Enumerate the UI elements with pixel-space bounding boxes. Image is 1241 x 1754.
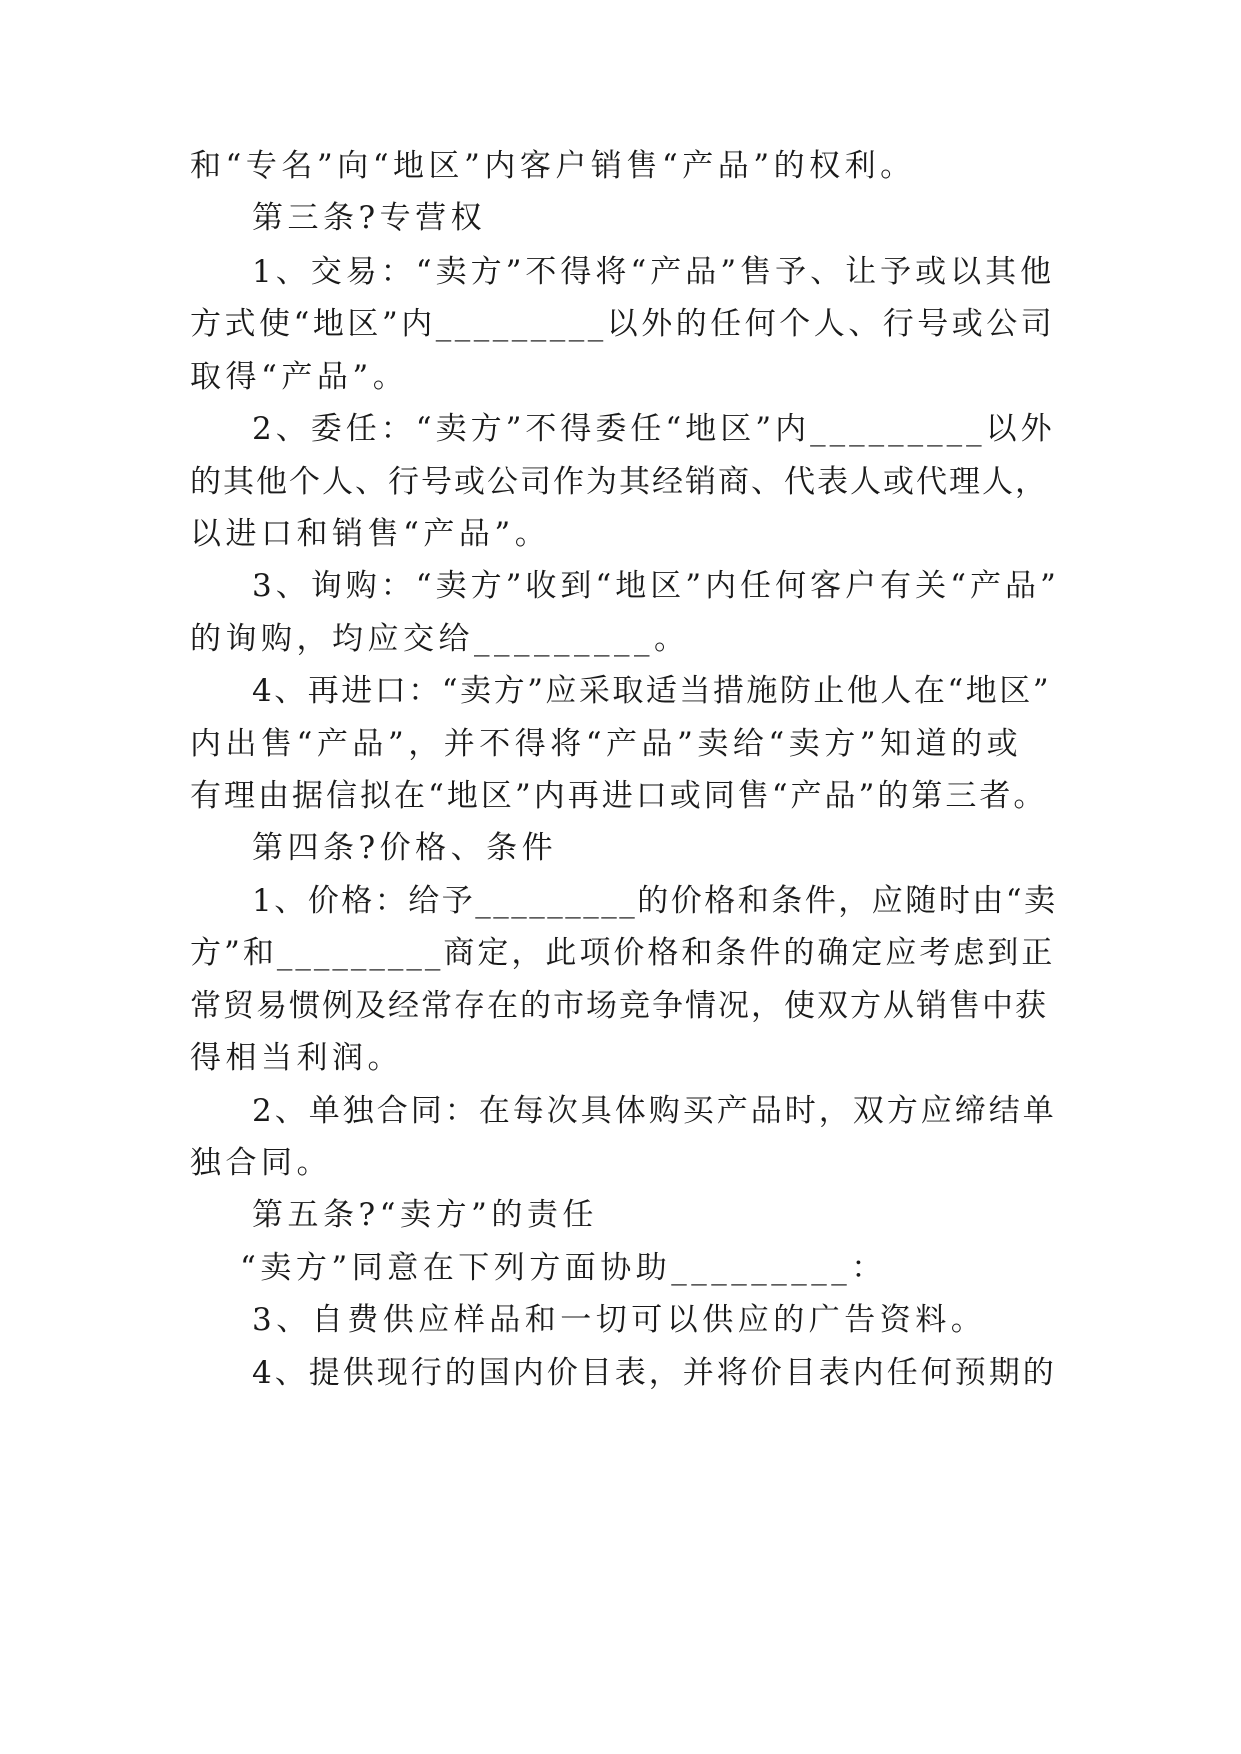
paragraph-line: 和“专名”向“地区”内客户销售“产品”的权利。 [190, 148, 916, 184]
paragraph-line: 3、询购：“卖方”收到“地区”内任何客户有关“产品” [252, 568, 1060, 604]
paragraph-line: 独合同。 [190, 1145, 332, 1181]
paragraph-line: 2、委任：“卖方”不得委任“地区”内_________以外 [252, 411, 1056, 447]
paragraph-line: 方式使“地区”内_________以外的任何个人、行号或公司 [190, 306, 1056, 342]
paragraph-line: 2、单独合同：在每次具体购买产品时，双方应缔结单 [252, 1093, 1057, 1129]
paragraph-line: 3、自费供应样品和一切可以供应的广告资料。 [252, 1302, 987, 1338]
paragraph-line: “卖方”同意在下列方面协助_________： [240, 1250, 887, 1286]
section-heading: 第五条?“卖方”的责任 [252, 1197, 598, 1233]
section-heading: 第四条?价格、条件 [252, 830, 558, 866]
paragraph-line: 的其他个人、行号或公司作为其经销商、代表人或代理人， [190, 464, 1048, 500]
paragraph-line: 以进口和销售“产品”。 [190, 516, 551, 552]
paragraph-line: 内出售“产品”，并不得将“产品”卖给“卖方”知道的或 [190, 726, 1023, 762]
paragraph-line: 常贸易惯例及经常存在的市场竞争情况，使双方从销售中获 [190, 988, 1048, 1024]
paragraph-line: 取得“产品”。 [190, 359, 409, 395]
paragraph-line: 方”和_________商定，此项价格和条件的确定应考虑到正 [190, 935, 1056, 971]
section-heading: 第三条?专营权 [252, 200, 487, 236]
paragraph-line: 4、提供现行的国内价目表，并将价目表内任何预期的 [252, 1355, 1057, 1391]
paragraph-line: 得相当利润。 [190, 1040, 403, 1076]
paragraph-line: 1、价格：给予_________的价格和条件，应随时由“卖 [252, 883, 1058, 919]
paragraph-line: 4、再进口：“卖方”应采取适当措施防止他人在“地区” [252, 673, 1052, 709]
paragraph-line: 有理由据信拟在“地区”内再进口或同售“产品”的第三者。 [190, 778, 1048, 814]
paragraph-line: 的询购，均应交给_________。 [190, 621, 690, 657]
paragraph-line: 1、交易：“卖方”不得将“产品”售予、让予或以其他 [252, 254, 1056, 290]
